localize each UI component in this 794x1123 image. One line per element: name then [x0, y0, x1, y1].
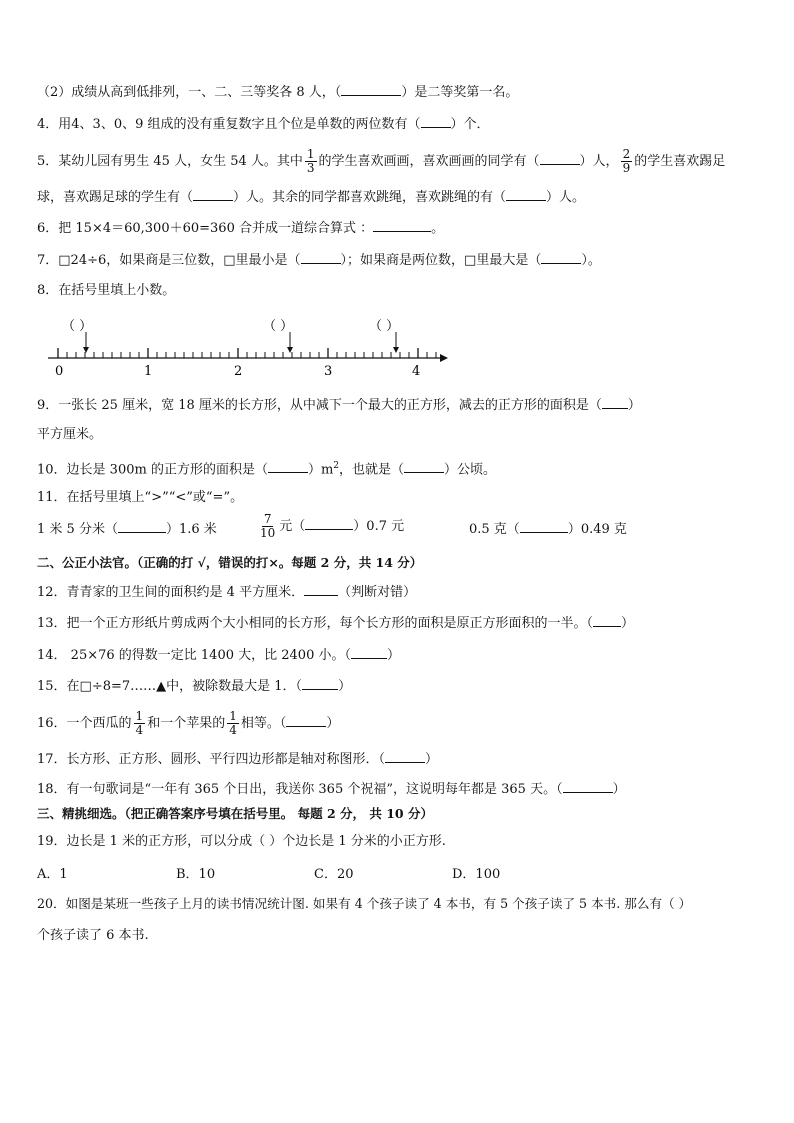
- question-6: 6．把 15×4＝60,300＋60=360 合并成一道综合算式 ： 。: [37, 218, 444, 238]
- number-line-ticks: [58, 348, 436, 358]
- fraction-one-quarter: $\frac{1}{4}$: [135, 709, 144, 737]
- answer-blank[interactable]: [302, 676, 338, 690]
- question-16: 16．一个西瓜的 $\frac{1}{4}$ 和一个苹果的 $\frac{1}{4}$ 相等。（ ）: [37, 709, 340, 737]
- blank-paren-3: （ ）: [369, 319, 400, 334]
- question-5: 5．某幼儿园有男生 45 人，女生 54 人。其中 $\frac{1}{3}$ 的学生喜欢画画，喜欢画画的同学有（ ）人， $\frac{2}{9}$ 的学生喜欢踢足: [37, 147, 726, 175]
- arrow-down-icon: [393, 332, 399, 353]
- question-7: 7．□24÷6，如果商是三位数，□里最小是（ ）；如果商是两位数，□里最大是（ ）。: [37, 250, 601, 270]
- answer-blank[interactable]: [602, 395, 628, 409]
- blank-paren-1: （ ）: [62, 319, 93, 334]
- question-17: 17．长方形、正方形、圆形、平行四边形都是轴对称图形．（ ）: [37, 749, 438, 769]
- answer-blank[interactable]: [341, 82, 401, 96]
- question-11: 11．在括号里填上“>”“<”或“=”。: [37, 490, 244, 505]
- option-b[interactable]: B．10: [176, 867, 216, 882]
- option-c[interactable]: C．20: [314, 867, 354, 882]
- number-line-label: 1: [144, 364, 153, 379]
- question-9: 9．一张长 25 厘米，宽 18 厘米的长方形，从中减下一个最大的正方形，减去的正方形的面积是（ ）: [37, 395, 641, 415]
- number-line-label: 0: [55, 364, 64, 379]
- fraction-two-ninths: $\frac{2}{9}$: [622, 147, 631, 175]
- question-18: 18．有一句歌词是“一年有 365 个日出，我送你 365 个祝福”，这说明每年都是 365 天。（ ）: [37, 779, 626, 799]
- fraction-seven-tenths: $\frac{7}{10}$: [260, 512, 276, 540]
- section-3-heading: 三、精挑细选。（把正确答案序号填在括号里。 每题 2 分， 共 10 分）: [37, 806, 433, 821]
- number-line-arrowhead: [440, 354, 448, 362]
- fraction-one-quarter: $\frac{1}{4}$: [229, 709, 237, 737]
- question-8: 8．在括号里填上小数。: [37, 283, 176, 298]
- arrow-down-icon: [83, 332, 89, 353]
- answer-blank[interactable]: [404, 459, 444, 473]
- answer-blank[interactable]: [304, 582, 338, 596]
- number-line-label: 3: [324, 364, 333, 379]
- question-15: 15．在□÷8=7……▲中，被除数最大是 1．（ ）: [37, 676, 351, 696]
- answer-blank[interactable]: [506, 187, 546, 201]
- answer-blank[interactable]: [385, 749, 425, 763]
- question-10: 10．边长是 300m 的正方形的面积是（ ）$m^2$，也就是（ ）公顷。: [37, 461, 497, 478]
- answer-blank[interactable]: [421, 114, 451, 128]
- question-20-line-2: 个孩子读了 6 本书.: [37, 928, 149, 943]
- question-5-line-2: 球，喜欢踢足球的学生有（ ）人。其余的同学都喜欢跳绳，喜欢跳绳的有（ ）人。: [37, 187, 585, 207]
- option-a[interactable]: A．1: [37, 867, 68, 882]
- blank-paren-2: （ ）: [263, 319, 294, 334]
- number-line-label: 2: [234, 364, 243, 379]
- question-13: 13．把一个正方形纸片剪成两个大小相同的长方形，每个长方形的面积是原正方形面积的一半。（ ）: [37, 613, 634, 633]
- option-d[interactable]: D．100: [452, 867, 501, 882]
- answer-blank[interactable]: [373, 218, 431, 232]
- question-3-2: （2）成绩从高到低排列，一、二、三等奖各 8 人，（ ）是二等奖第一名。: [37, 82, 518, 102]
- answer-blank[interactable]: [268, 459, 308, 473]
- question-11-items: 1 米 5 分米（ ）1.6 米: [37, 519, 217, 539]
- question-12: 12．青青家的卫生间的面积约是 4 平方厘米． （判断对错）: [37, 582, 416, 602]
- question-11-item-2: $\frac{7}{10}$ 元（ ）0.7 元: [260, 512, 405, 540]
- answer-blank[interactable]: [541, 250, 581, 264]
- arrow-down-icon: [287, 332, 293, 353]
- answer-blank[interactable]: [520, 519, 568, 533]
- question-9-line-2: 平方厘米。: [37, 427, 103, 442]
- fraction-one-third: $\frac{1}{3}$: [306, 147, 315, 175]
- question-20: 20．如图是某班一些孩子上月的读书情况统计图. 如果有 4 个孩子读了 4 本书，有 5 个孩子读了 5 本书. 那么有（ ）: [37, 896, 692, 911]
- answer-blank[interactable]: [301, 250, 341, 264]
- answer-blank[interactable]: [593, 613, 621, 627]
- answer-blank[interactable]: [540, 151, 580, 165]
- answer-blank[interactable]: [118, 519, 166, 533]
- question-11-item-3: 0.5 克（ ）0.49 克: [469, 519, 627, 539]
- question-19: 19．边长是 1 米的正方形，可以分成（ ）个边长是 1 分米的小正方形.: [37, 834, 446, 849]
- answer-blank[interactable]: [351, 645, 387, 659]
- answer-blank[interactable]: [193, 187, 233, 201]
- question-14: 14． 25×76 的得数一定比 1400 大，比 2400 小。（ ）: [37, 645, 400, 665]
- number-line: [0, 310, 794, 385]
- answer-blank[interactable]: [305, 516, 353, 530]
- answer-blank[interactable]: [286, 713, 326, 727]
- answer-blank[interactable]: [563, 779, 613, 793]
- number-line-label: 4: [412, 364, 421, 379]
- question-4: 4．用4、3、0、9 组成的没有重复数字且个位是单数的两位数有（ ）个．: [37, 114, 490, 134]
- section-2-heading: 二、公正小法官。（正确的打 √，错误的打×。每题 2 分，共 14 分）: [37, 555, 423, 570]
